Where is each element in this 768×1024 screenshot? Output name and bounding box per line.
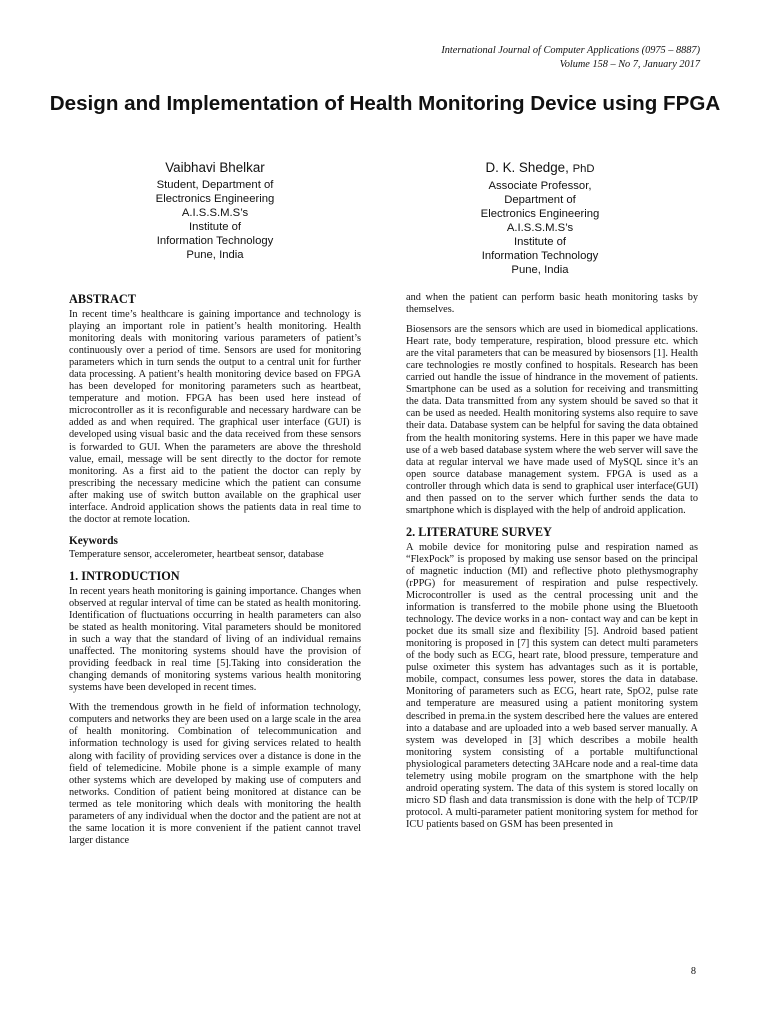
author-name: Vaibhavi Bhelkar — [165, 160, 265, 175]
keywords-text: Temperature sensor, accelerometer, heartbeat sensor, database — [69, 548, 324, 560]
literature-survey-paragraph: A mobile device for monitoring pulse and respiration named as “FlexPock” is proposed by making use sensor based on the principal of magnetic induction (MI) and reflective photo plethysmography (rPPG) for measurement of respiration and pulse respectively. Microcontroller is used as the central processing unit and the information is transferred to the mobile phone using the Bluetooth technology. The device works in a non- contact way and can be kept in pocket due its small size and flexibility [5]. Android based patient monitoring is proposed in [7] this system can detect multi parameters of the body such as ECG, heart rate, blood pressure, temperature and pulse oximeter this system has advantages such as it is portable, mobile, compact, consumes less power, stores the data in database. Monitoring of parameters such as ECG, heart rate, SpO2, pulse rate and temperature are measured using a patient monitoring system described in prema.in the system described here the values are entered into a database and are uploaded into a web based server manually. A system was developed in [3] which describes a mobile health monitoring system consisting of a portable multifunctional physiological parameters detecting 3AHcare node and a real-time data telemetry using mobile program on the smartphone with the help android operating system. The data of this system is stored locally on micro SD flash and data transmission is done with the help of TCP/IP protocol. A multi-parameter patient monitoring system for method for ICU patients based on GSM has been presented in — [406, 541, 698, 830]
left-column — [69, 292, 361, 855]
literature-survey-heading: 2. LITERATURE SURVEY — [406, 524, 552, 539]
author-affiliation-line: Electronics Engineering — [480, 208, 600, 220]
introduction-paragraph-2: With the tremendous growth in he field of information technology, computers and networks they are been used on a large scale in the area of health monitoring. Combination of telecommunication and information technology is used for giving services related to health along with facility of providing services over a distance is done in the field of telemedicine. Mobile phone is a simple example of many other systems which are developed by making use of computers and networks. Condition of patient being monitored at distance can be termed as tele monitoring which deals with monitoring the health parameters of any individual when the doctor and the patient are not at the same location it is more convenient if the patient cannot travel larger distance — [69, 702, 361, 846]
author-affiliation-line: Information Technology — [481, 250, 599, 262]
author-affiliation-line: Information Technology — [156, 235, 274, 247]
author-affiliation-line: Pune, India — [511, 264, 569, 276]
author-name-line — [420, 159, 660, 178]
author-block-2 — [420, 159, 660, 277]
journal-volume: Volume 158 – No 7, January 2017 — [559, 58, 700, 70]
abstract-heading: ABSTRACT — [69, 292, 136, 306]
paper-title: Design and Implementation of Health Monitoring Device using FPGA — [49, 92, 721, 115]
keywords-heading: Keywords — [69, 534, 118, 547]
author-affiliation-line: A.I.S.S.M.S’s — [506, 222, 574, 234]
author-affiliation-line: Institute of — [513, 236, 567, 248]
introduction-paragraph-1: In recent years heath monitoring is gaining importance. Changes when observed at regular interval of time can be stated as health monitoring. Identification of fluctuations occurring in health parameters can also be stated as health monitoring. Vital parameters should be monitored in such a way that the standard of living of an individual remains unaffected. The monitoring systems should have the provision of providing feedback in real time [5].Taking into consideration the changing demands of monitoring systems various health monitoring systems have been developed in recent times. — [69, 585, 361, 694]
abstract-text: In recent time’s healthcare is gaining importance and technology is playing an important role in patient’s health monitoring. Health monitoring deals with monitoring various parameters of patient’s continuously over a period of time. Sensors are used for monitoring parameters which in turn sends the output to a central unit for further data processing. A patient’s health monitoring device based on FPGA has been developed for monitoring parameters such as heartbeat, temperature and motion. FPGA has been used here instead of microcontroller as it is reconfigurable and necessary hardware can be added as and when required. The graphical user interface (GUI) is developed using visual basic and the data received from these sensors is forwarded to GUI. When the parameters are above the threshold value, email, message will be sent directly to the doctor for remote monitoring. As a first aid to the patient the doctor can reply by prescribing the necessary medicine which the patient can consume after making use of switch button available on the graphical user interface. Android application shows the patients data in real time to the doctor at remote location. — [69, 309, 361, 525]
author-affiliation-line: Student, Department of — [156, 179, 274, 191]
author-affiliation-line: Department of — [504, 194, 576, 206]
author-affiliation-line: Associate Professor, — [488, 180, 592, 192]
introduction-heading: 1. INTRODUCTION — [69, 568, 180, 583]
journal-name: International Journal of Computer Applications (0975 – 8887) — [441, 45, 700, 56]
author-block-1 — [95, 159, 335, 262]
author-affiliation-line: Electronics Engineering — [155, 193, 275, 205]
author-affiliation-line: Institute of — [188, 221, 242, 233]
author-affiliation-line: Pune, India — [186, 249, 244, 261]
biosensors-paragraph: Biosensors are the sensors which are used in biomedical applications. Heart rate, body temperature, respiration, blood pressure etc. which are the vital parameters that can be measured by biosensors [1]. Health care technologies re mostly confined to hospitals. Research has been carried out handle the issue of hindrance in the movement of patients. Smartphone can be used as a solution for receiving and transmitting the data. Data transmitted from any system should be saved so that it can be used as needed. Health monitoring systems also require to save their data. Database system can be helpful for saving the data obtained from the health monitoring systems. Here in this paper we have made use of a web based database system where the web server will save the data at regular interval we have made used of MySQL since it’s an open source database management system. FPGA is used as a controller through which data is send to graphical user interface(GUI) and then passed on to the server which further sends the data to smartphone which is displayed with the help of android application. — [406, 324, 698, 516]
author-name: D. K. Shedge, — [485, 160, 569, 175]
journal-header — [441, 44, 700, 71]
author-degree: PhD — [572, 163, 595, 175]
author-affiliation-line: A.I.S.S.M.S’s — [181, 207, 249, 219]
right-column — [406, 292, 698, 839]
page-number: 8 — [690, 966, 696, 977]
intro-continued-paragraph: and when the patient can perform basic heath monitoring tasks by themselves. — [406, 292, 698, 316]
